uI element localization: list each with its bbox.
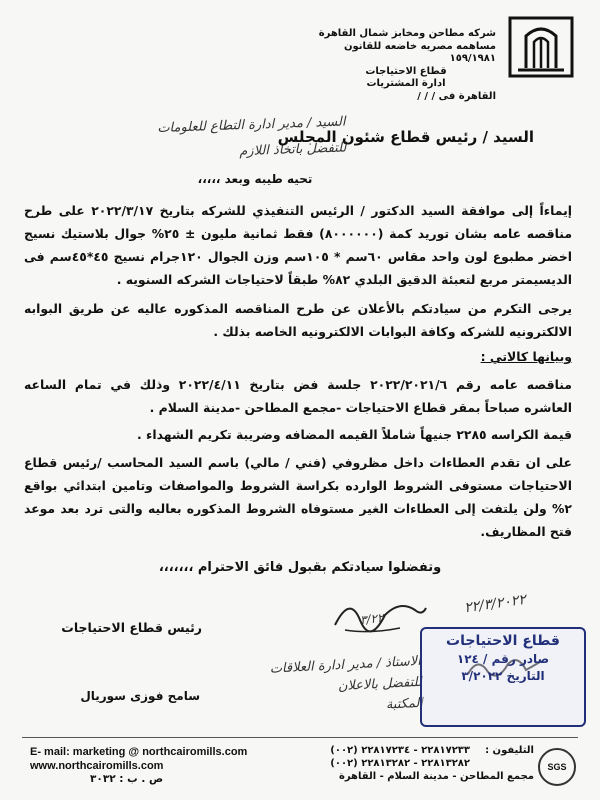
letterhead [316,28,496,103]
certification-badge-text: SGS [547,762,567,772]
section-title: وبيانها كالاتي : [480,349,572,364]
paragraph-announcement-request: يرجى التكرم من سيادتكم بالأعلان عن طرح المناقصه المذكوره عاليه عن طريق البوابه الالكترونيه للشركه وكافة البوابات الالكترونيه الخاصه بذلك . [24,301,572,339]
letterhead-department: ادارة المشتريات [366,78,446,89]
handwritten-note-bottom-line2: للتفضل بالاعلان [337,674,423,695]
handwritten-note-top-line1: السيد / مدير ادارة التطاع للعلومات [157,114,346,137]
footer-phones: ٢٢٨١٧٢٣٣ - ٢٢٨١٧٢٣٤ (٠٠٢) [330,745,470,756]
paragraph-bid-conditions: على ان تقدم العطاءات داخل مظروفي (فني / مالي) باسم السيد المحاسب /رئيس قطاع الاحتياجات مستوفى الشروط الوارده بكراسة الشروط والمواصفات وتامين ابتدائي بواقع ٢% ولن يلتفت إلى العطاءات الغير مستوفاه الشروط المذكوره بعاليه والتى ترد بعد موعد فتح المظاريف. [24,455,572,539]
stamp-date: التاريخ ٣/٢٠٢٢ [461,669,545,683]
paragraph-approval: إيماءاً إلى موافقة السيد الدكتور / الرئيس التنفيذي للشركه بتاريخ ٢٠٢٢/٣/١٧ على طرح مناقصه عامه بشان توريد كمة (٨٠٠٠٠٠٠) فقط ثمانية مليون ± ٢٥% جوال بلاستيك نسيج اخضر مطبوع لون واحد مقاس ٦٠سم * ١٠٥سم وزن الجوال ١٢٠جرام نسيج ٤٥*٤٥سم فى الديسيمتر مربع لتعبئة الدقيق البلدي ٨٢% طبقاً لاحتياجات الشركه السنويه . [24,203,573,287]
company-logo-icon [506,14,576,80]
handwritten-note-bottom-line1: الاستاذ / مدير ادارة العلاقات [269,653,422,677]
footer-po-box: ص . ب : ٣٠٣٢ [90,773,164,785]
footer-website[interactable]: www.northcairomills.com [30,760,164,772]
paragraph-booklet-price: قيمة الكراسه ٢٢٨٥ جنيهاً شاملاً القيمه المضافه وضريبة تكريم الشهداء . [136,427,572,442]
greeting: تحيه طيبه وبعد ،،،،، [197,172,313,186]
letterhead-date: القاهرة فى / / / [417,90,496,102]
closing-line: وتفضلوا سيادتكم بقبول فائق الاحترام ،،،،،،، [158,560,442,575]
stamp-sector: قطاع الاحتياجات [446,633,560,649]
handwritten-date-right: ٢٢/٣/٢٠٢٢ [463,591,527,617]
handwritten-date-left: ٣/٢٢ [359,610,385,628]
addressee: السيد / رئيس قطاع شئون المجلس [277,128,534,146]
stamp-outgoing-number: صادر رقم / ١٢٤ [456,652,550,666]
handwritten-note-bottom-line3: المكتبة [385,695,424,713]
letterhead-sector: قطاع الاحتياجات [365,65,447,77]
signature-scribble-icon [330,590,430,640]
paragraph-tender-details: مناقصه عامه رقم ٢٠٢٢/٢٠٢١/٦ جلسة فض بتاريخ ٢٠٢٢/٤/١١ وذلك في تمام الساعه العاشره صباحاً بمقر قطاع الاحتياجات -مجمع المطاحن -مدينة السلام . [24,377,572,415]
footer-phones-2: ٢٢٨١٣٢٨٢ - ٢٢٨١٣٢٨٢ (٠٠٢) [330,758,470,769]
footer-email[interactable]: E- mail: marketing @ northcairomills.com [30,746,248,758]
handwritten-note-top-line2: للتفضل باتخاذ اللازم [239,140,347,160]
footer-address: مجمع المطاحن - مدينة السلام - القاهرة [338,771,534,782]
handwritten-note-bottom [220,651,423,724]
signature-title: رئيس قطاع الاحتياجات [61,620,202,635]
outgoing-stamp [420,627,586,727]
footer-divider [22,737,578,738]
certification-badge-icon [538,748,576,786]
letterhead-company: شركه مطاحن ومخابز شمال القاهرة [318,28,496,39]
letterhead-legal: مساهمه مصريه خاضعه للقانون ١٥٩/١٩٨١ [343,40,496,64]
signature-name: سامح فوزى سوريال [80,689,200,703]
footer-phones-label: التليفون : [485,745,534,756]
